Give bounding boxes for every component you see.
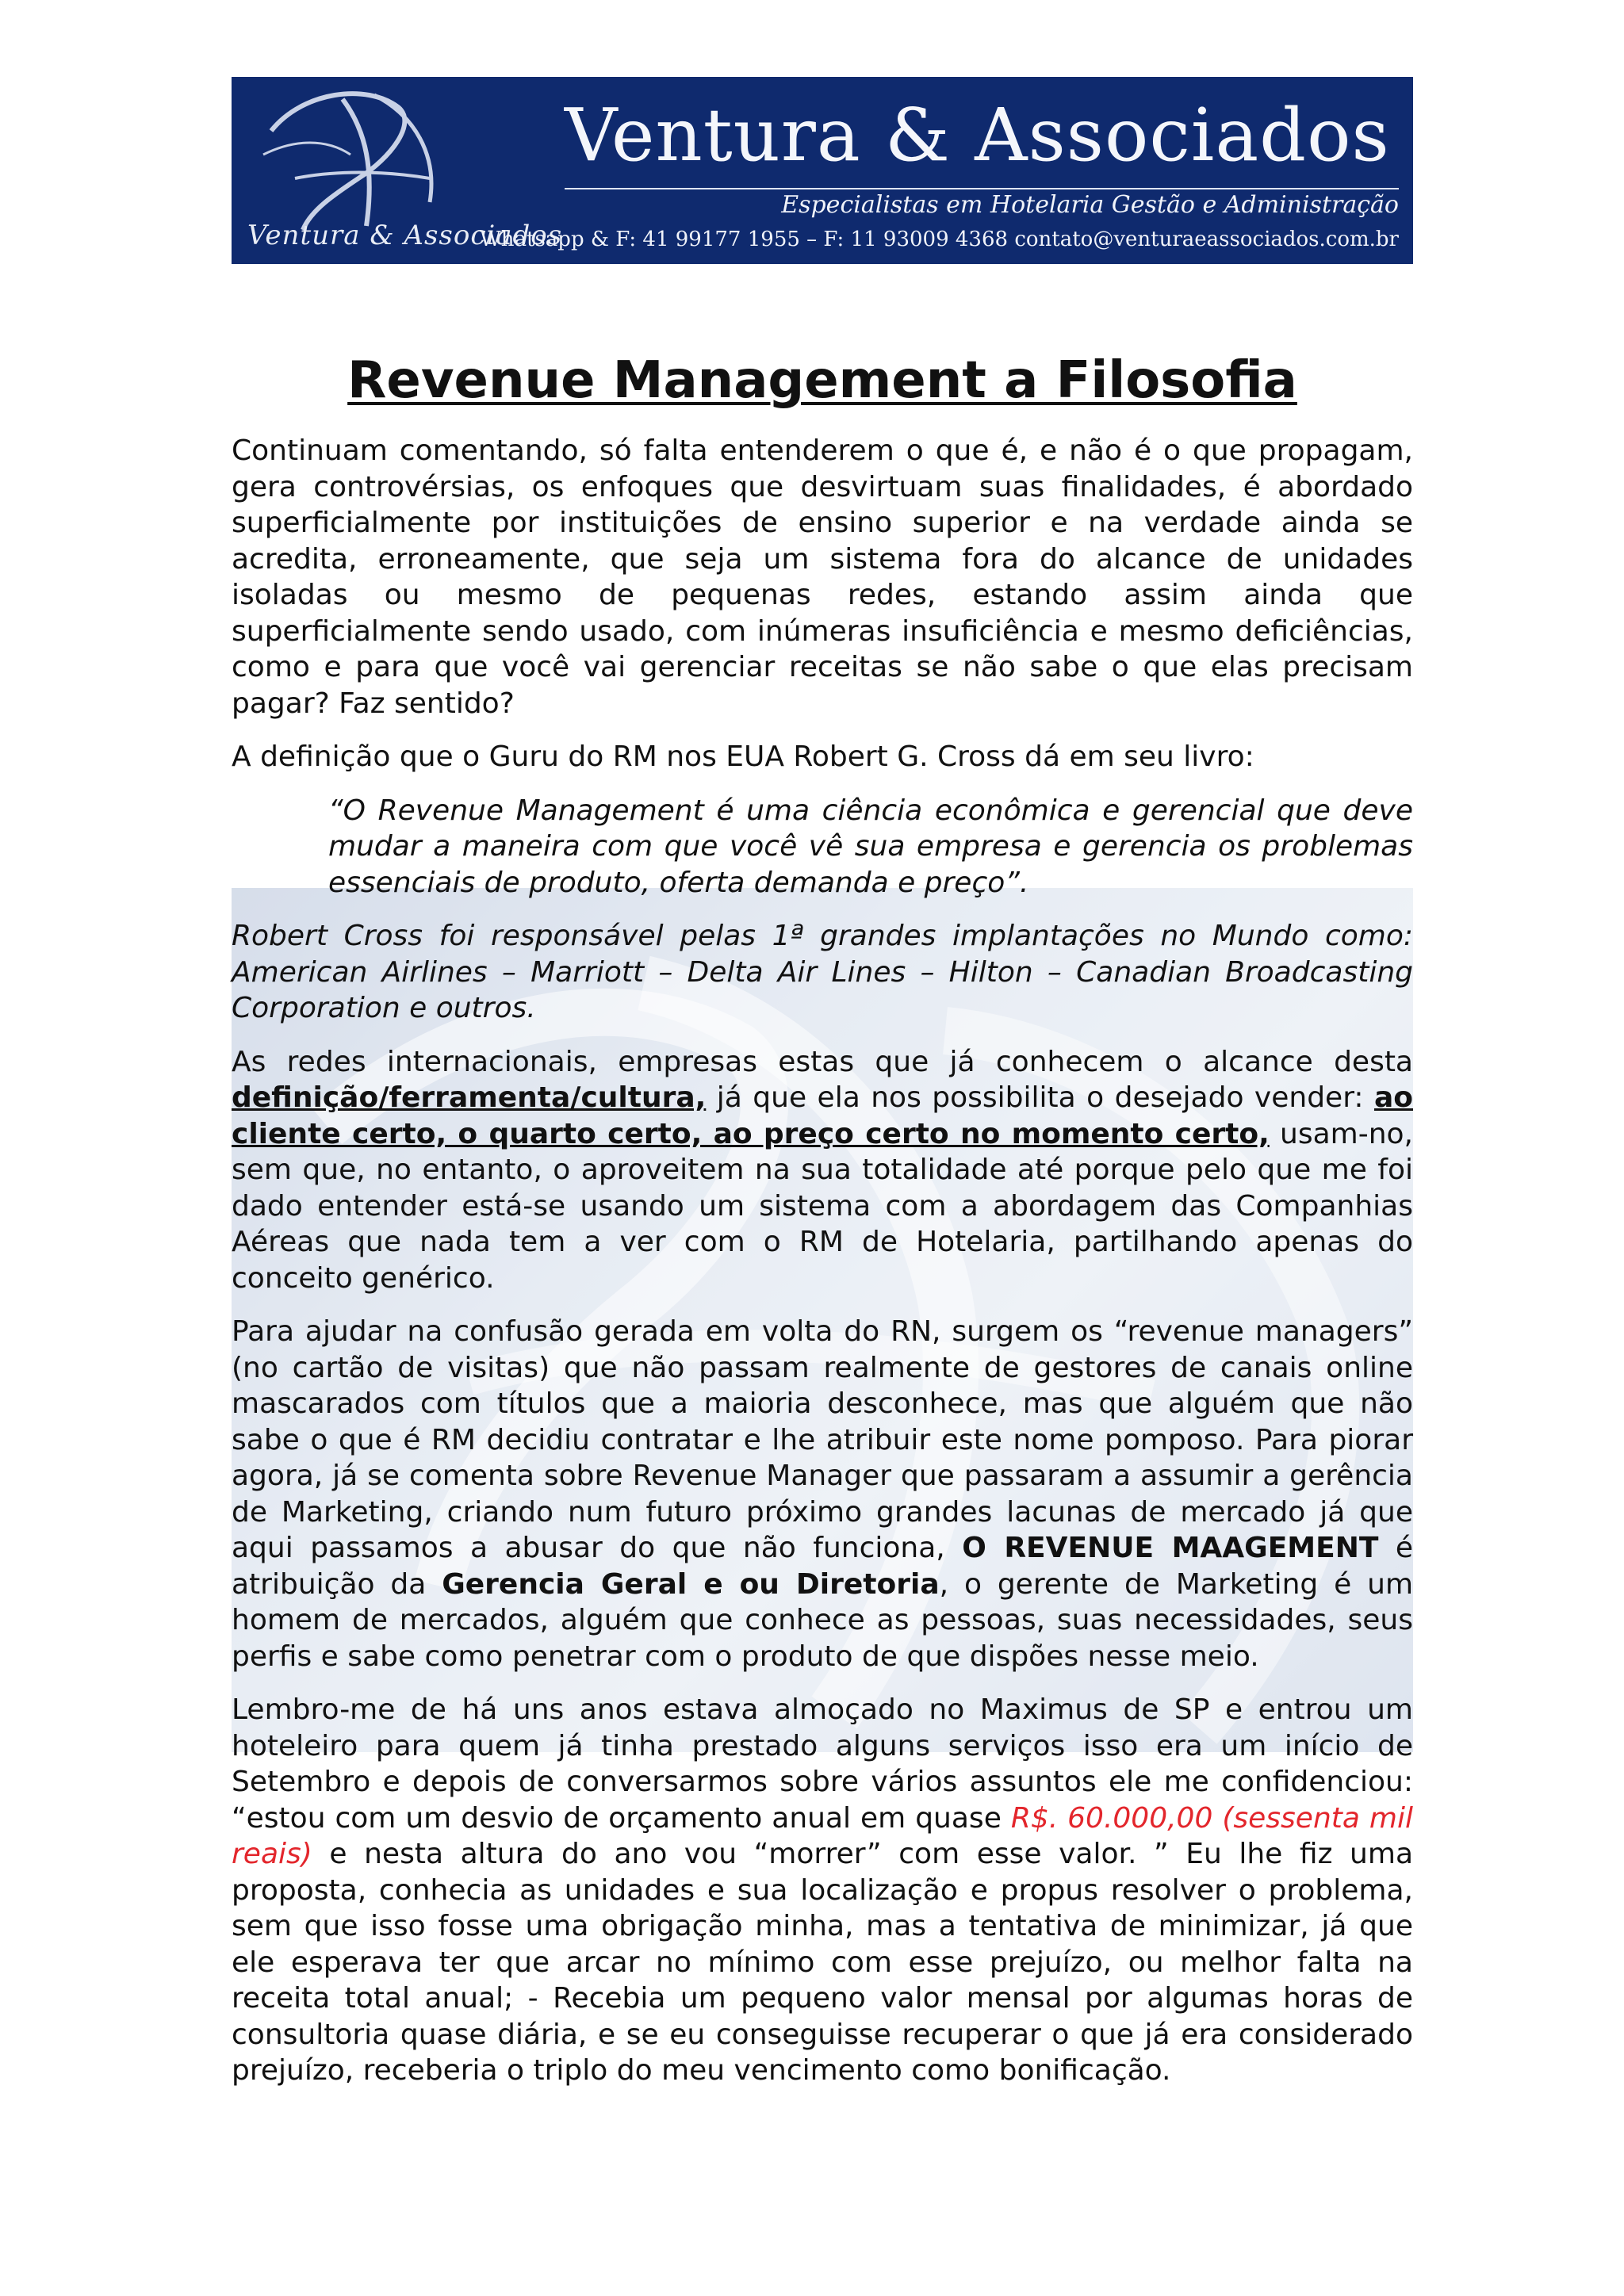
va-monogram-logo-icon xyxy=(247,83,454,234)
paragraph-robert-cross: Robert Cross foi responsável pelas 1ª grandes implantações no Mundo como: American Airlines – Marriott – Delta Air Lines – Hilton – Canadian Broadcasting Corporation e outros. xyxy=(232,920,1413,1024)
page-title: Revenue Management a Filosofia xyxy=(347,351,1297,410)
p5-bold-management: Gerencia Geral e ou Diretoria xyxy=(442,1567,940,1601)
paragraph-international-networks xyxy=(232,1044,1413,1297)
p5-bold-revenue-management: O REVENUE MAAGEMENT xyxy=(962,1532,1379,1564)
paragraph-anecdote xyxy=(232,1692,1413,2089)
company-tagline: Especialistas em Hotelaria Gestão e Administração xyxy=(781,191,1399,219)
definition-quote: “O Revenue Management é uma ciência econômica e gerencial que deve mudar a maneira com que você vê sua empresa e gerencia os problemas essenciais de produto, oferta demanda e preço”. xyxy=(328,794,1413,899)
p5-text-c: é atribuição da xyxy=(232,1532,1414,1601)
p6-text-c: e nesta altura do ano vou “morrer” com esse valor. ” Eu lhe fiz uma proposta, conhecia as unidades e sua localização e propus resolver o problema, sem que isso fosse uma obrigação minha, mas a tentativa de minimizar, já que ele esperava ter que arcar no mínimo com esse prejuízo, ou melhor falta na receita total anual; - Recebia um pequeno valor mensal por algumas horas de consultoria quase diária, e se eu conseguisse recuperar o que já era considerado prejuízo, receberia o triplo do meu vencimento como bonificação. xyxy=(232,1838,1413,2087)
script-company-name: Ventura & Associados xyxy=(247,220,563,251)
header-divider xyxy=(565,188,1399,189)
p4-text-e: usam-no, sem que, no entanto, o aproveitem na sua totalidade até porque pelo que me foi dado entender está-se usando um sistema com a abordagem das Companhias Aéreas que nada tem a ver com o RM de Hotelaria, partilhando apenas do conceito genérico. xyxy=(232,1117,1414,1295)
paragraph-intro: Continuam comentando, só falta entenderem o que é, e não é o que propagam, gera controvérsias, os enfoques que desvirtuam suas finalidades, é abordado superficialmente por instituições de ensino superior e na verdade ainda se acredita, erroneamente, que seja um sistema fora do alcance de unidades isoladas ou mesmo de pequenas redes, estando assim ainda que superficialmente sendo usado, com inúmeras insuficiência e mesmo deficiências, como e para que você vai gerenciar receitas se não sabe o que elas precisam pagar? Faz sentido? xyxy=(232,434,1413,720)
p4-bold-underline-definition: definição/ferramenta/cultura, xyxy=(232,1081,707,1114)
p6-red-amount: R$. 60.000,00 (sessenta mil reais) xyxy=(232,1801,1413,1870)
paragraph-revenue-managers xyxy=(232,1314,1413,1674)
p6-text-a: Lembro-me de há uns anos estava almoçado no Maximus de SP e entrou um hoteleiro para quem já tinha prestado alguns serviços isso era um início de Setembro e depois de conversarmos sobre vários assuntos ele me confidenciou: “estou com um desvio de orçamento anual em quase xyxy=(232,1693,1413,1835)
header-banner xyxy=(232,77,1413,264)
p4-bold-underline-sell-phrase: ao cliente certo, o quarto certo, ao preço certo no momento certo, xyxy=(232,1081,1413,1150)
p4-text-c: já que ela nos possibilita o desejado vender: xyxy=(706,1081,1374,1114)
p4-text-a: As redes internacionais, empresas estas que já conhecem o alcance desta xyxy=(232,1045,1413,1078)
p5-text-a: Para ajudar na confusão gerada em volta do RN, surgem os “revenue managers” (no cartão de visitas) que não passam realmente de gestores de canais online mascarados com títulos que a maioria desconhece, mas que alguém que não sabe o que é RM decidiu contratar e lhe atribuir este nome pomposo. Para piorar agora, já se comenta sobre Revenue Manager que passaram a assumir a gerência de Marketing, criando num futuro próximo grandes lacunas de mercado já que aqui passamos a abusar do que não funciona, xyxy=(232,1315,1413,1564)
contact-info: Whatsapp & F: 41 99177 1955 – F: 11 93009 4368 contato@venturaeassociados.com.br xyxy=(480,228,1399,251)
p5-text-e: , o gerente de Marketing é um homem de mercados, alguém que conhece as pessoas, suas necessidades, seus perfis e sabe como penetrar com o produto de que dispões nesse meio. xyxy=(232,1567,1414,1673)
company-name: Ventura & Associados xyxy=(565,93,1390,178)
paragraph-definition-lead: A definição que o Guru do RM nos EUA Robert G. Cross dá em seu livro: xyxy=(232,740,1254,773)
document-body xyxy=(232,349,1413,2107)
